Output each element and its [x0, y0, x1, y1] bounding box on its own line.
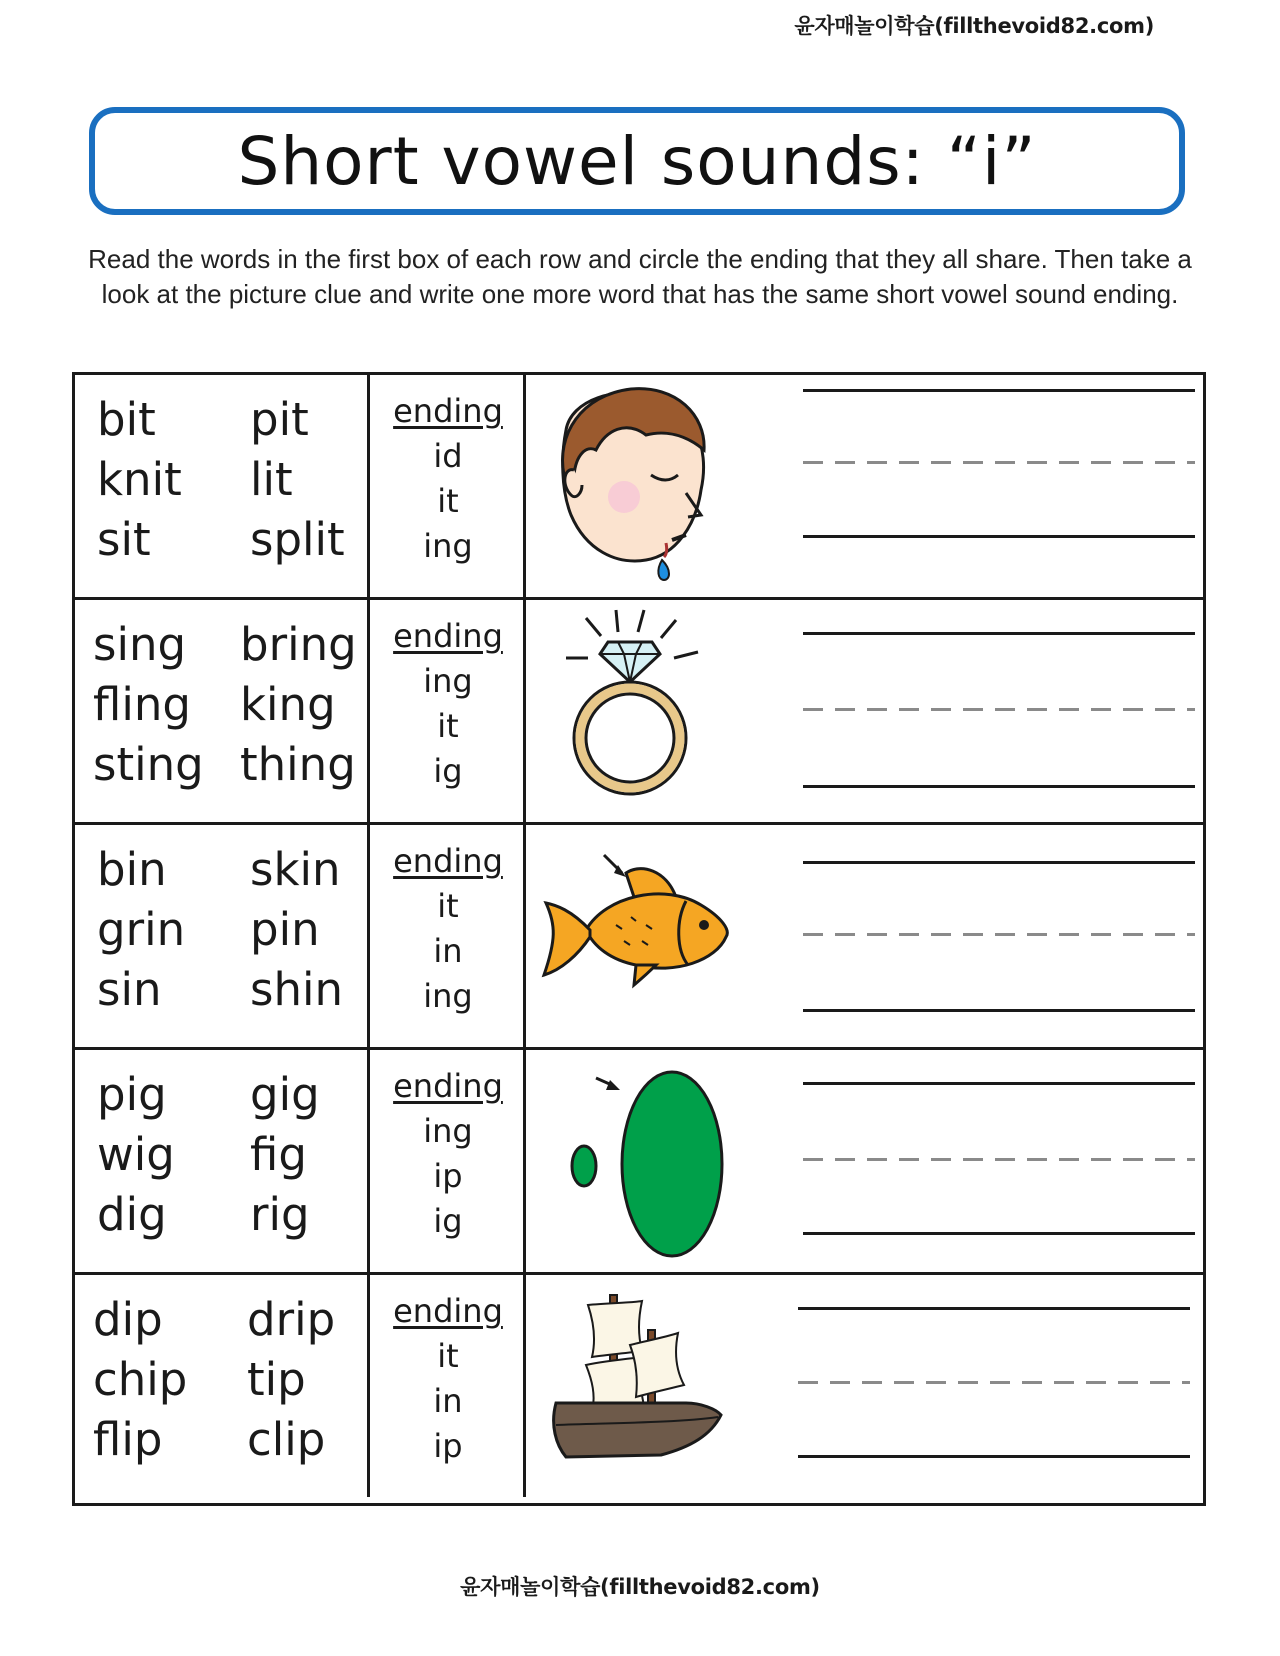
word: shin [250, 963, 343, 1016]
word: tip [247, 1353, 306, 1406]
word: sting [93, 738, 204, 791]
word: thing [240, 738, 356, 791]
instructions: Read the words in the first box of each row and circle the ending that they all share. Then take a look at the picture clue and write one more word that has the same short vowel sound ending. [88, 244, 1192, 309]
word: fling [93, 678, 191, 731]
word: skin [250, 843, 341, 896]
ending-box [370, 1050, 526, 1272]
word: dip [93, 1293, 163, 1346]
worksheet-row [75, 375, 1203, 600]
ending-label: ending [393, 392, 503, 430]
ending-option[interactable]: it [437, 887, 459, 925]
worksheet-row [75, 1275, 1203, 1497]
writing-line-bottom[interactable] [803, 1232, 1195, 1235]
ending-box [370, 1275, 526, 1497]
word: drip [247, 1293, 336, 1346]
word: bin [97, 843, 167, 896]
word-box [75, 1050, 370, 1272]
writing-line-bottom[interactable] [803, 535, 1195, 538]
writing-line-top[interactable] [803, 861, 1195, 864]
writing-line-bottom[interactable] [803, 1009, 1195, 1012]
writing-line-middle [803, 461, 1195, 464]
picture-clue [526, 600, 763, 822]
writing-lines [763, 1275, 1203, 1497]
ending-option[interactable]: ig [433, 1202, 463, 1240]
ending-option[interactable]: in [433, 932, 463, 970]
word: dig [97, 1188, 167, 1241]
writing-line-middle [803, 708, 1195, 711]
word: rig [250, 1188, 310, 1241]
word-box [75, 600, 370, 822]
title-box [89, 107, 1185, 215]
ending-option[interactable]: it [437, 707, 459, 745]
picture-clue [526, 1050, 763, 1272]
word: bring [240, 618, 357, 671]
ending-option[interactable]: ig [433, 752, 463, 790]
writing-line-top[interactable] [803, 389, 1195, 392]
picture-clue [526, 825, 763, 1047]
page-title: Short vowel sounds: “i” [237, 122, 1037, 200]
word-box [75, 825, 370, 1047]
ending-option[interactable]: ing [423, 1112, 473, 1150]
word: sing [93, 618, 187, 671]
worksheet-row [75, 1050, 1203, 1275]
worksheet-row [75, 825, 1203, 1050]
writing-line-middle [803, 1158, 1195, 1161]
word: pit [250, 393, 309, 446]
word: lit [250, 453, 293, 506]
writing-lines [763, 825, 1203, 1047]
word: pin [250, 903, 320, 956]
word-box [75, 375, 370, 597]
word: clip [247, 1413, 326, 1466]
word: fig [250, 1128, 307, 1181]
word-box [75, 1275, 370, 1497]
writing-lines [763, 375, 1203, 597]
ending-label: ending [393, 842, 503, 880]
ending-option[interactable]: ip [433, 1157, 463, 1195]
writing-line-bottom[interactable] [798, 1455, 1190, 1458]
ending-label: ending [393, 1067, 503, 1105]
site-credit-bottom: 윤자매놀이학습(fillthevoid82.com) [460, 1575, 820, 1599]
writing-line-top[interactable] [798, 1307, 1190, 1310]
word: wig [97, 1128, 175, 1181]
word: bit [97, 393, 156, 446]
worksheet-row [75, 600, 1203, 825]
word: sit [97, 513, 151, 566]
writing-line-top[interactable] [803, 1082, 1195, 1085]
ending-box [370, 600, 526, 822]
word: king [240, 678, 336, 731]
writing-line-middle [803, 933, 1195, 936]
word: sin [97, 963, 162, 1016]
writing-line-top[interactable] [803, 632, 1195, 635]
ending-option[interactable]: ing [423, 977, 473, 1015]
ending-option[interactable]: ing [423, 527, 473, 565]
picture-clue [526, 1275, 763, 1497]
ending-option[interactable]: ip [433, 1427, 463, 1465]
site-credit-top: 윤자매놀이학습(fillthevoid82.com) [794, 14, 1154, 38]
ending-label: ending [393, 1292, 503, 1330]
spit-face-icon [526, 375, 763, 600]
writing-line-middle [798, 1381, 1190, 1384]
writing-lines [763, 1050, 1203, 1272]
ending-option[interactable]: it [437, 482, 459, 520]
ending-label: ending [393, 617, 503, 655]
worksheet-grid [72, 372, 1206, 1506]
ending-option[interactable]: in [433, 1382, 463, 1420]
word: knit [97, 453, 182, 506]
fish-fin-icon [526, 825, 763, 1050]
word: flip [93, 1413, 163, 1466]
ending-option[interactable]: it [437, 1337, 459, 1375]
picture-clue [526, 375, 763, 597]
word: chip [93, 1353, 188, 1406]
word: grin [97, 903, 186, 956]
ship-icon [526, 1275, 763, 1500]
ending-box [370, 825, 526, 1047]
ending-option[interactable]: ing [423, 662, 473, 700]
word: pig [97, 1068, 167, 1121]
ending-box [370, 375, 526, 597]
big-oval-icon [526, 1050, 763, 1275]
word: gig [250, 1068, 320, 1121]
writing-line-bottom[interactable] [803, 785, 1195, 788]
ring-icon [526, 600, 763, 825]
word: split [250, 513, 345, 566]
writing-lines [763, 600, 1203, 822]
ending-option[interactable]: id [433, 437, 463, 475]
